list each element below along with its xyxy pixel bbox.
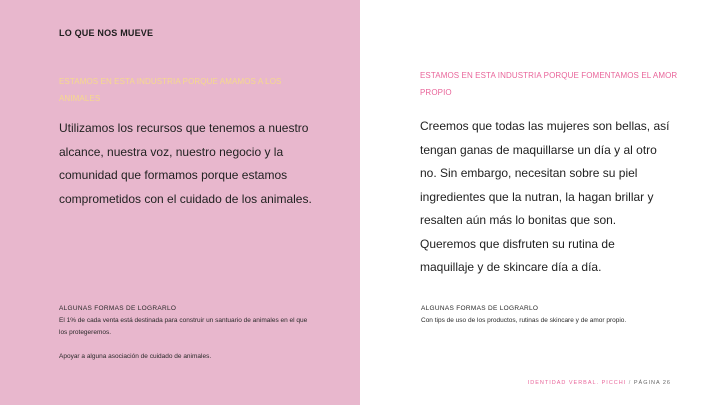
footer-page-number: PÁGINA 26 xyxy=(633,380,671,386)
right-ways-label: ALGUNAS FORMAS DE LOGRARLO xyxy=(421,305,539,312)
right-body-text: Creemos que todas las mujeres son bellas, así tengan ganas de maquillarse un día y al otro no. Sin embargo, necesitan sobre su piel ingredientes que la nutran, la hagan brillar y resalten aún más lo bonitas que son. Queremos que disfruten su rutina de maquillaje y de skincare día a día. xyxy=(420,119,670,274)
left-body-text: Utilizamos los recursos que tenemos a nuestro alcance, nuestra voz, nuestro negocio y la comunidad que formamos porque estamos comprometidos con el cuidado de los animales. xyxy=(59,121,312,206)
left-way-item: Apoyar a alguna asociación de cuidado de animales. xyxy=(59,353,212,360)
footer-separator: / xyxy=(628,380,632,386)
left-way-item: El 1% de cada venta está destinada para construir un santuario de animales en el que los protegeremos. xyxy=(59,317,308,336)
left-ways-label: ALGUNAS FORMAS DE LOGRARLO xyxy=(59,305,177,312)
right-way-item: Con tips de uso de los productos, rutinas de skincare y de amor propio. xyxy=(421,317,627,324)
right-heading: ESTAMOS EN ESTA INDUSTRIA PORQUE FOMENTAMOS EL AMOR PROPIO xyxy=(420,71,678,97)
page-title: LO QUE NOS MUEVE xyxy=(59,28,154,38)
left-heading: ESTAMOS EN ESTA INDUSTRIA PORQUE AMAMOS A LOS ANIMALES xyxy=(59,77,282,103)
right-panel xyxy=(360,0,720,405)
footer xyxy=(528,380,671,386)
footer-brand: IDENTIDAD VERBAL. PICCHI xyxy=(527,380,627,386)
